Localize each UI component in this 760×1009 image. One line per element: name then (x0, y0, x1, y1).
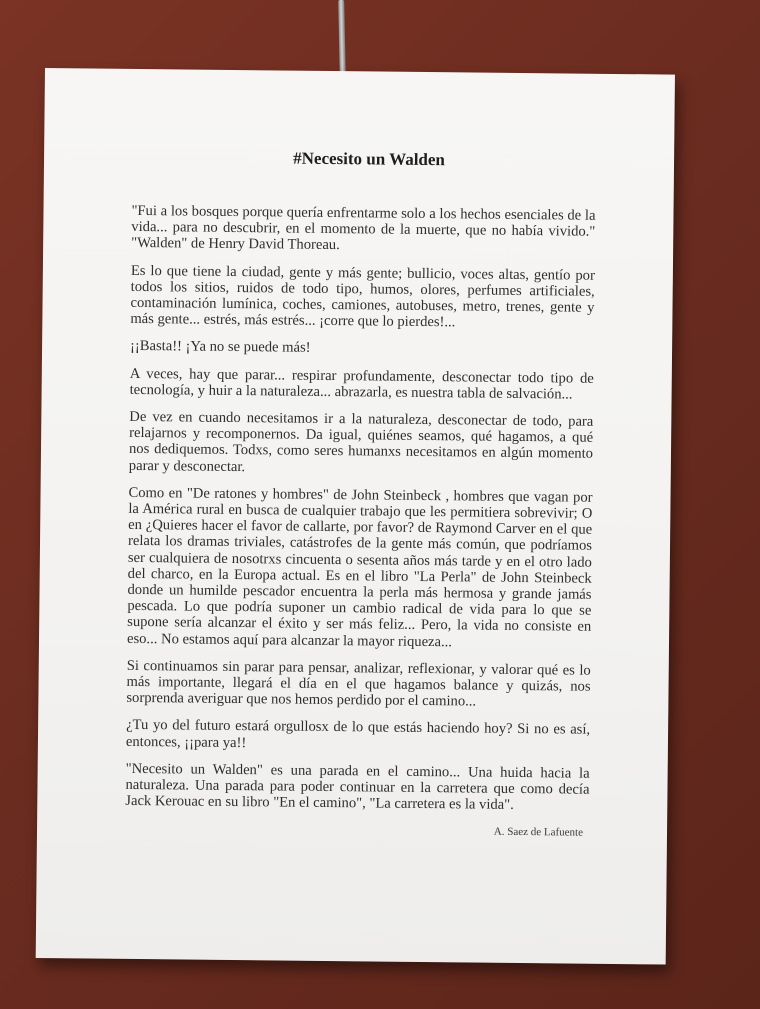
paragraph-reflexion: Si continuamos sin parar para pensar, analizar, reflexionar, y valorar qué es lo más importante, llegará el día en el que hagamos balance y quizás, nos sorprenda averiguar que nos hemos perdido por el camino... (126, 657, 591, 710)
paragraph-futuro: ¿Tu yo del futuro estará orgullosx de lo que estás haciendo hoy? Si no es así, entonces, ¡¡para ya!! (125, 717, 591, 751)
hanging-wire (338, 0, 346, 78)
paragraph-city: Es lo que tiene la ciudad, gente y más gente; bullicio, voces altas, gentío por todos los sitios, ruidos de todo tipo, humos, olores, perfumes artificiales, contaminación lumínica, coches, camiones, autobuses, metro, trenes, gente y más gente... estrés, más estrés... ¡corre que lo pierdes!... (130, 262, 595, 331)
paragraph-conclusion: "Necesito un Walden" es una parada en el camino... Una huida hacia la naturaleza. Una parada para poder continuar en la carretera que como decía Jack Kerouac en su libro "En el camino", "La carretera es la vida". (125, 760, 590, 814)
paragraph-basta: ¡¡Basta!! ¡Ya no se puede más! (130, 338, 311, 357)
paragraph-literatura: Como en "De ratones y hombres" de John Steinbeck , hombres que vagan por la América rural en busca de cualquier trabajo que les permitiera sobrevivir; O en ¿Quieres hacer el favor de callarte, por favor? de Raymond Carver en el que relata los dramas triviales, catástrofes de la gente más común, que podríamos ser cualquiera de nosotrxs cincuenta o sesenta años más tarde y en el otro lado del charco, en la Europa actual. Es en el libro "La Perla" de John Steinbeck donde un humilde pescador encuentra la perla más hermosa y grande jamás pescada. Lo que podría suponer un cambio radical de vida para lo que se supone sería alcanzar el éxito y ser más feliz... Pero, la vida no consiste en eso... No estamos aquí para alcanzar la mayor riqueza... (126, 484, 593, 650)
paragraph-quote: "Fui a los bosques porque quería enfrentarme solo a los hechos esenciales de la vida... para no descubrir, en el momento de la muerte, que no había vivido." "Walden" de Henry David Thoreau. (131, 202, 596, 254)
poster-sheet (36, 68, 675, 965)
author-signature: A. Saez de Lafuente (493, 825, 584, 839)
paragraph-parar: A veces, hay que parar... respirar profundamente, desconectar todo tipo de tecnología, y huir a la naturaleza... abrazarla, es nuestra tabla de salvación... (129, 365, 594, 403)
document-title: #Necesito un Walden (293, 148, 446, 170)
paragraph-naturaleza: De vez en cuando necesitamos ir a la naturaleza, desconectar de todo, para relajarnos y recomponernos. Da igual, quiénes seamos, qué hagamos, a qué nos dediquemos. Todxs, como seres humanxs necesitamos en algún momento parar y desconectar. (128, 408, 594, 475)
